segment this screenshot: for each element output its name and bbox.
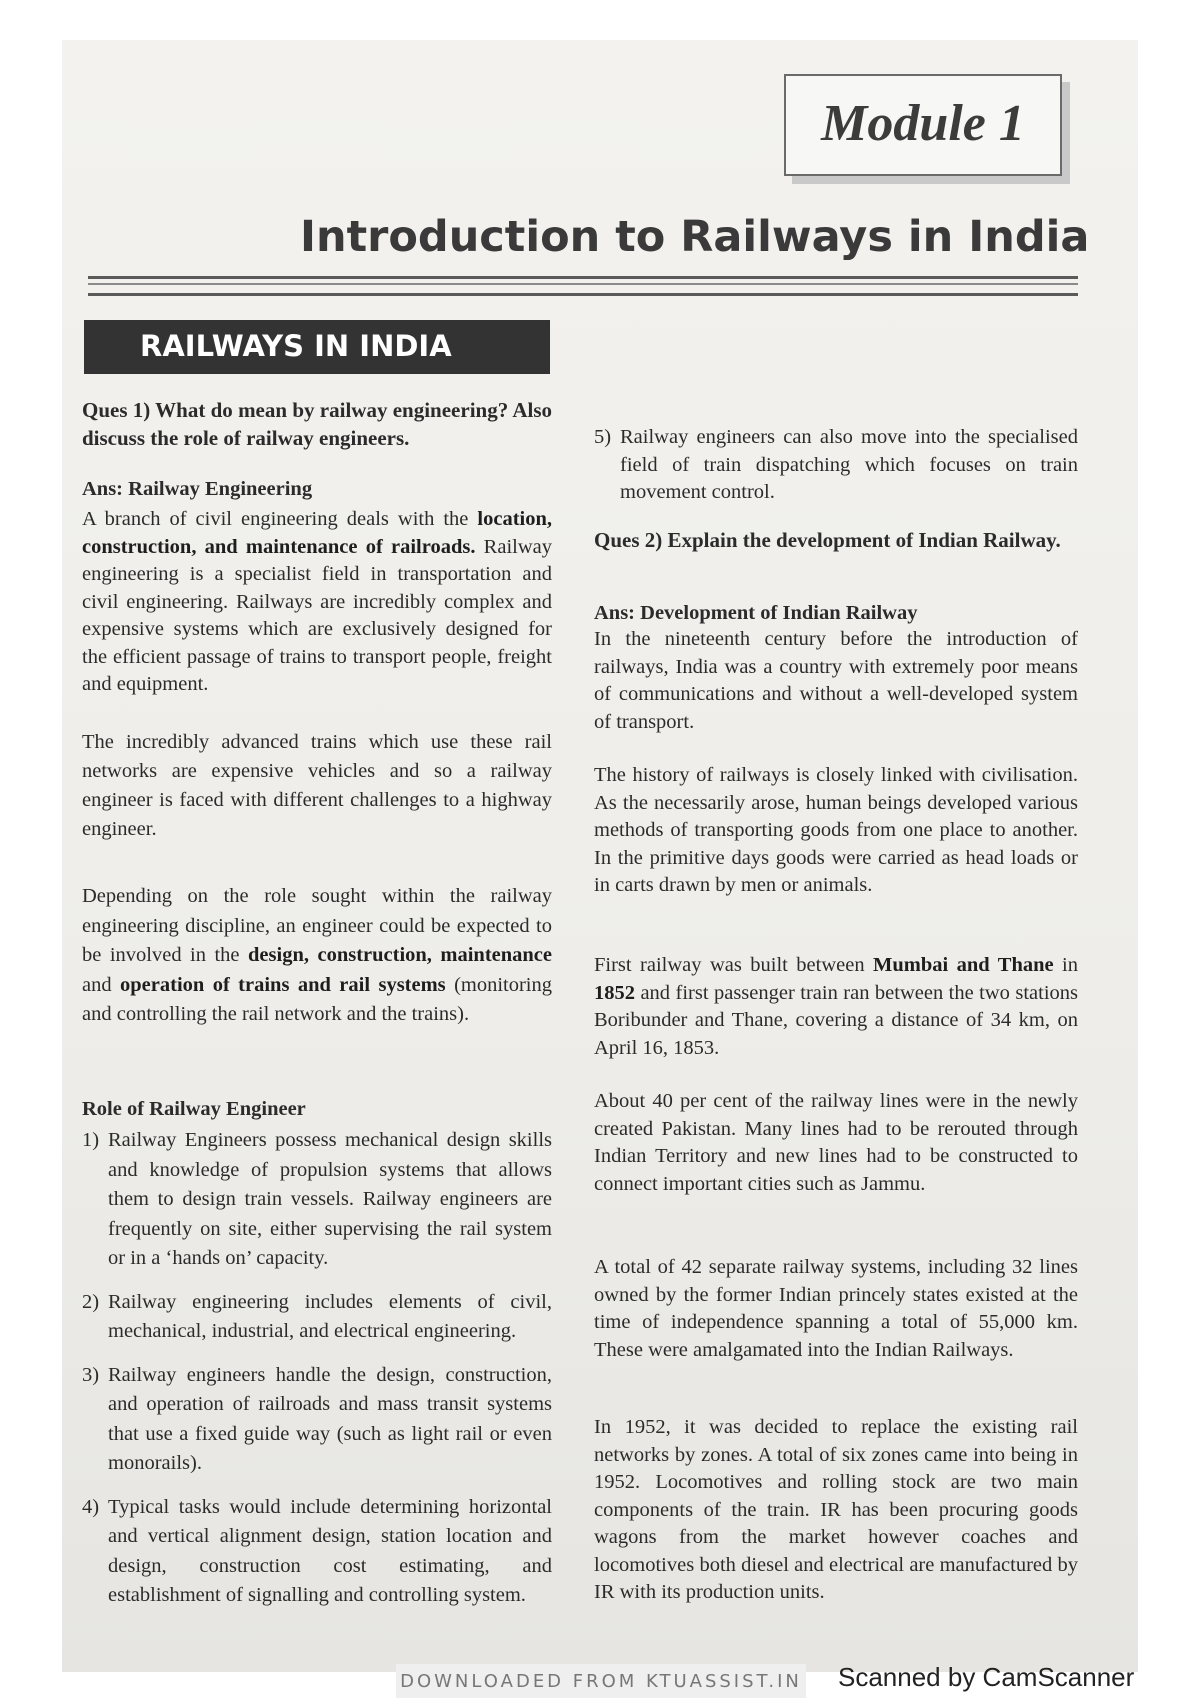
answer-2-heading: Ans: Development of Indian Railway [594, 602, 918, 624]
para-text: First railway was built between [594, 954, 874, 976]
answer-2-paragraph-6: In 1952, it was decided to replace the existing rail networks by zones. A total of six zones came into being in 1952. Locomotives and rolling stock are two main components of the train. IR has been procuring goods wagons from the market however coaches and locomotives both diesel and electrical are manufactured by IR with its production units. [594, 1416, 1078, 1603]
para-bold: design, construction, maintenance [248, 944, 552, 966]
para-text: A branch of civil engineering deals with the [82, 508, 478, 530]
para-bold: Mumbai and Thane [873, 954, 1054, 976]
list-item [82, 1493, 552, 1611]
list-item [82, 1288, 552, 1347]
item-text: Railway engineering includes elements of civil, mechanical, industrial, and electrical engineering. [108, 1290, 552, 1342]
answer-2-paragraph-3 [594, 952, 1078, 1062]
answer-1-paragraph-1 [82, 506, 552, 699]
para-text: (monitoring and controlling the rail network and the trains). [82, 973, 553, 1025]
answer-1-paragraph-2: The incredibly advanced trains which use these rail networks are expensive vehicles and so a railway engineer is faced with different challenges to a highway engineer. [82, 731, 552, 840]
item-number: 3) [82, 1363, 100, 1386]
scanner-label: Scanned by CamScanner [838, 1662, 1135, 1692]
module-label-box [784, 74, 1062, 176]
para-text: and first passenger train ran between the two stations Boribunder and Thane, covering a distance of 34 km, on April 16, 1853. [594, 981, 1078, 1059]
answer-2-paragraph-2: The history of railways is closely linked with civilisation. As the necessarily arose, human beings developed various methods of transporting goods from one place to another. In the primitive days goods were carried as head loads or in carts drawn by men or animals. [594, 764, 1078, 896]
answer-1-paragraph-3 [82, 882, 552, 1030]
para-text: Depending on the role sought within the railway engineering discipline, an engineer could be expected to be involved in the [82, 885, 552, 966]
list-item [82, 1361, 552, 1479]
download-watermark [396, 1664, 806, 1698]
item-text: Railway Engineers possess mechanical design skills and knowledge of propulsion systems that allows them to design train vessels. Railway engineers are frequently on site, either supervising the rail system or in a ‘hands on’ capacity. [108, 1129, 552, 1269]
section-banner [84, 320, 550, 374]
para-bold: 1852 [594, 981, 635, 1004]
para-text: and [82, 973, 121, 996]
para-bold: location, construction, and maintenance of railroads. [82, 508, 552, 558]
item-number: 5) [594, 426, 612, 448]
answer-2-paragraph-5: A total of 42 separate railway systems, including 32 lines owned by the former Indian princely states existed at the time of independence spanning a total of 55,000 km. These were amalgamated into the Indian Railways. [594, 1256, 1078, 1361]
answer-2-paragraph-1: In the nineteenth century before the introduction of railways, India was a country with extremely poor means of communications and without a well-developed system of transport. [594, 628, 1078, 733]
role-list-continued [594, 424, 1078, 521]
item-number: 2) [82, 1290, 100, 1313]
answer-1-heading: Ans: Railway Engineering [82, 478, 313, 500]
list-item [82, 1126, 552, 1274]
answer-2-paragraph-4: About 40 per cent of the railway lines were in the newly created Pakistan. Many lines had to be rerouted through Indian Territory and new lines had to be constructed to connect important cities such as Jammu. [594, 1090, 1078, 1195]
list-item [594, 424, 1078, 507]
para-text: Railway engineering is a specialist field in transportation and civil engineering. Railways are incredibly complex and expensive systems which are exclusively designed for the efficient passage of trains to transport people, freight and equipment. [82, 535, 552, 695]
item-text: Railway engineers handle the design, construction, and operation of railroads and mass transit systems that use a fixed guide way (such as light rail or even monorails). [108, 1363, 552, 1474]
para-text: in [1053, 954, 1078, 976]
module-label: Module 1 [821, 95, 1025, 152]
section-title: RAILWAYS IN INDIA [140, 329, 452, 363]
watermark-text: DOWNLOADED FROM KTUASSIST.IN [400, 1671, 802, 1692]
item-number: 1) [82, 1129, 100, 1151]
title-rule [88, 276, 1078, 296]
item-number: 4) [82, 1495, 100, 1518]
item-text: Typical tasks would include determining horizontal and vertical alignment design, station location and design, construction cost estimating, and establishment of signalling and controlling system. [108, 1495, 552, 1606]
role-heading: Role of Railway Engineer [82, 1098, 306, 1120]
para-bold: operation of trains and rail systems [120, 973, 446, 996]
role-list [82, 1126, 552, 1625]
chapter-title: Introduction to Railways in India [300, 212, 1090, 262]
item-text: Railway engineers can also move into the specialised field of train dispatching which focuses on train movement control. [620, 426, 1078, 503]
question-2: Ques 2) Explain the development of Indian Railway. [594, 528, 1061, 552]
question-1: Ques 1) What do mean by railway engineering? Also discuss the role of railway engineers. [82, 398, 552, 450]
